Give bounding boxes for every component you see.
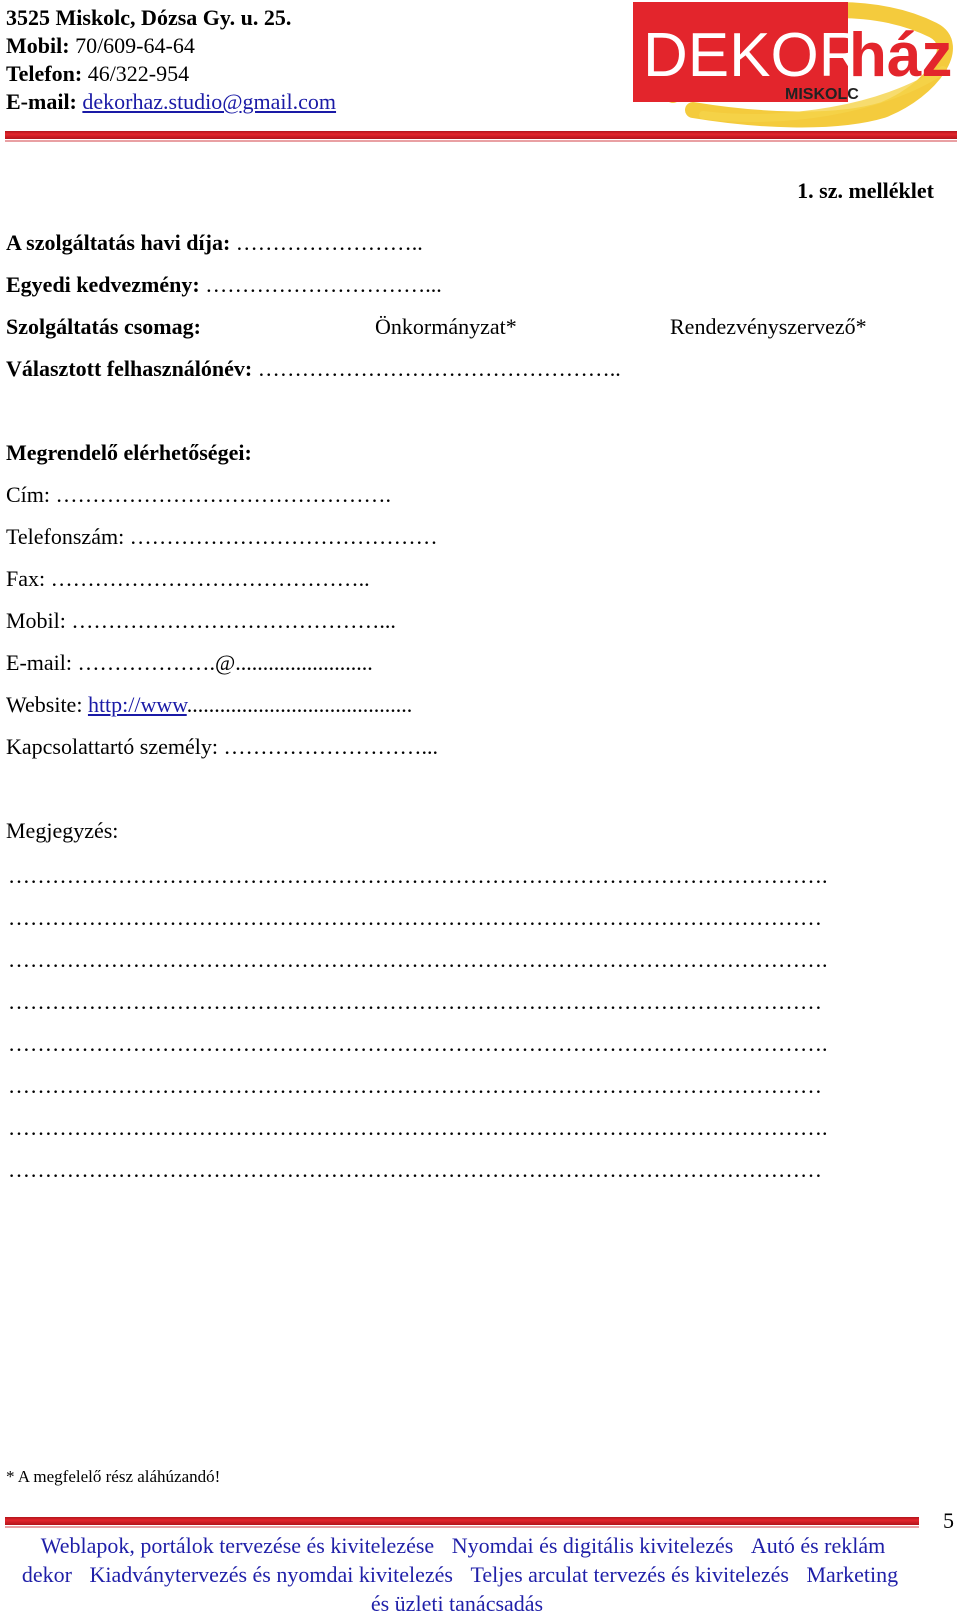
- package-label: Szolgáltatás csomag:: [6, 314, 201, 339]
- contact-email-field[interactable]: E-mail: ……………….@.........................: [6, 650, 373, 675]
- company-email: [6, 88, 336, 116]
- contact-fax-field[interactable]: Fax: ……………………………………..: [6, 566, 370, 591]
- footer-item: Autó és reklám dekor: [21, 1533, 886, 1587]
- dekorhaz-logo: [633, 0, 955, 128]
- company-address: 3525 Miskolc, Dózsa Gy. u. 25.: [6, 5, 292, 30]
- contact-title: Megrendelő elérhetőségei:: [6, 440, 252, 465]
- company-mobile-value: 70/609-64-64: [69, 33, 195, 58]
- notes-line[interactable]: ………………………………………………………………………………………………….: [8, 864, 828, 888]
- monthly-fee-field[interactable]: ……………………..: [230, 230, 423, 255]
- contact-phone-field[interactable]: Telefonszám: ……………………………………: [6, 524, 438, 549]
- footer-item: Weblapok, portálok tervezése és kivitelezése: [40, 1533, 435, 1558]
- footnote: * A megfelelő rész aláhúzandó!: [6, 1467, 221, 1486]
- contact-website-link[interactable]: http://www: [87, 692, 187, 717]
- page-number: 5: [943, 1508, 954, 1533]
- discount-field[interactable]: …………………………...: [199, 272, 442, 297]
- company-mobile: [6, 32, 195, 60]
- notes-line[interactable]: …………………………………………………………………………………………………: [8, 906, 822, 930]
- company-phone-label: Telefon:: [6, 61, 83, 86]
- notes-line[interactable]: …………………………………………………………………………………………………: [8, 1158, 822, 1182]
- footer-item: Teljes arculat tervezés és kivitelezés: [470, 1562, 789, 1587]
- notes-line[interactable]: ………………………………………………………………………………………………….: [8, 1116, 828, 1140]
- annex-label: 1. sz. melléklet: [797, 178, 934, 203]
- contact-website-label: Website:: [6, 692, 88, 717]
- username-field[interactable]: …………………………………………..: [252, 356, 621, 381]
- footer-item: Kiadványtervezés és nyomdai kivitelezés: [89, 1562, 453, 1587]
- company-phone-value: 46/322-954: [82, 61, 190, 86]
- footer-item: Marketing és üzleti tanácsadás: [370, 1562, 899, 1616]
- notes-line[interactable]: ………………………………………………………………………………………………….: [8, 1032, 828, 1056]
- contact-person-field[interactable]: Kapcsolattartó személy: ………………………...: [6, 734, 438, 759]
- notes-line[interactable]: …………………………………………………………………………………………………: [8, 990, 822, 1014]
- footer-services: [10, 1531, 910, 1618]
- contact-website-row: [6, 690, 412, 720]
- username-row: [6, 354, 621, 384]
- contact-address-field[interactable]: Cím: ……………………………………….: [6, 482, 392, 507]
- monthly-fee-label: A szolgáltatás havi díja:: [6, 230, 231, 255]
- company-email-label: E-mail:: [6, 89, 77, 114]
- logo-city-text: MISKOLC: [785, 86, 859, 103]
- header-divider: [5, 131, 957, 139]
- discount-label: Egyedi kedvezmény:: [6, 272, 200, 297]
- monthly-fee-row: [6, 228, 423, 258]
- dekorhaz-logo-graphic: [633, 0, 955, 128]
- contact-website-field[interactable]: .........................................: [186, 692, 413, 717]
- footer-divider: [5, 1517, 919, 1525]
- logo-main-text: DEKOR: [643, 21, 864, 90]
- notes-line[interactable]: …………………………………………………………………………………………………: [8, 1074, 822, 1098]
- logo-suffix-text: ház: [849, 21, 953, 90]
- company-phone: [6, 60, 189, 88]
- company-mobile-label: Mobil:: [6, 33, 70, 58]
- discount-row: [6, 270, 442, 300]
- company-email-link[interactable]: dekorhaz.studio@gmail.com: [82, 89, 337, 114]
- notes-label: Megjegyzés:: [6, 818, 119, 843]
- notes-line[interactable]: ………………………………………………………………………………………………….: [8, 948, 828, 972]
- footer-item: Nyomdai és digitális kivitelezés: [451, 1533, 734, 1558]
- package-option-event-organizer[interactable]: Rendezvényszervező*: [670, 314, 867, 339]
- username-label: Választott felhasználónév:: [6, 356, 253, 381]
- package-option-municipality[interactable]: Önkormányzat*: [375, 314, 517, 339]
- contact-mobile-field[interactable]: Mobil: ……………………………………...: [6, 608, 396, 633]
